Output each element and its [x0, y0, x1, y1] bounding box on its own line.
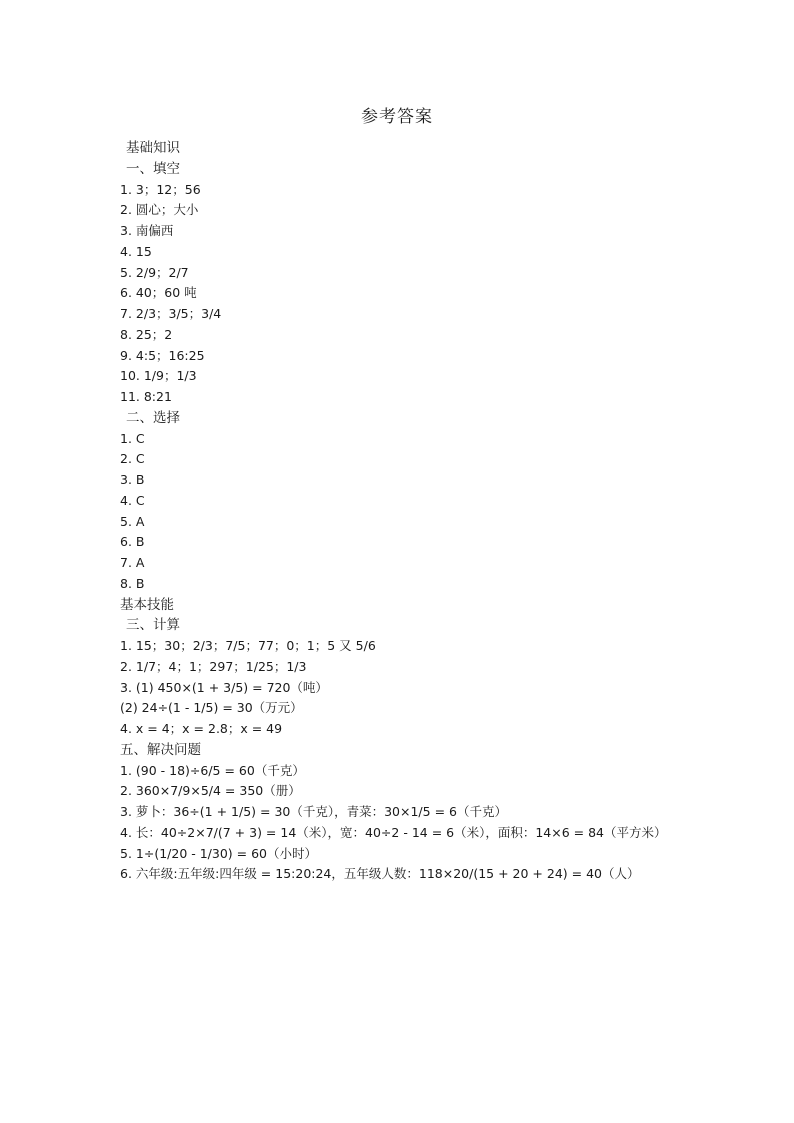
- answer-line: 10. 1/9；1/3: [120, 368, 197, 384]
- answer-line: 1. C: [120, 430, 145, 446]
- page-title: 参考答案: [361, 107, 433, 127]
- answer-line: 3. 南偏西: [120, 223, 174, 238]
- answer-line: 6. 六年级:五年级:四年级 = 15:20:24，五年级人数：118×20/(15 + 20 + 24) = 40（人）: [120, 866, 640, 882]
- answer-line: 1. (90 - 18)÷6/5 = 60（千克）: [120, 762, 305, 778]
- answer-line: 2. C: [120, 451, 145, 467]
- answer-line: 5. A: [120, 513, 145, 529]
- section-heading: 五、解决问题: [120, 741, 201, 758]
- answer-line: 7. 2/3；3/5；3/4: [120, 306, 222, 321]
- answer-line: 1. 3；12；56: [120, 181, 201, 197]
- answer-line: (2) 24÷(1 - 1/5) = 30（万元）: [120, 700, 303, 716]
- answer-line: 4. 长：40÷2×7/(7 + 3) = 14（米），宽：40÷2 - 14 = 6（米），面积：14×6 = 84（平方米）: [120, 824, 667, 840]
- section-heading: 基础知识: [126, 140, 180, 156]
- answer-line: 7. A: [120, 555, 145, 570]
- answer-line: 2. 360×7/9×5/4 = 350（册）: [120, 783, 301, 799]
- answer-line: 9. 4:5；16:25: [120, 347, 205, 363]
- section-heading: 一、填空: [126, 160, 180, 177]
- answer-line: 8. 25；2: [120, 326, 173, 342]
- answer-line: 4. 15: [120, 243, 152, 259]
- answer-line: 3. (1) 450×(1 + 3/5) = 720（吨）: [120, 679, 328, 695]
- answer-line: 5. 1÷(1/20 - 1/30) = 60（小时）: [120, 845, 318, 861]
- answer-line: 3. 萝卜：36÷(1 + 1/5) = 30（千克），青菜：30×1/5 = 6（千克）: [120, 804, 507, 819]
- answer-line: 3. B: [120, 472, 145, 487]
- answer-line: 2. 1/7；4；1；297；1/25；1/3: [120, 658, 307, 674]
- answer-line: 6. B: [120, 534, 145, 550]
- answer-line: 1. 15；30；2/3；7/5；77；0；1；5 又 5/6: [120, 638, 376, 653]
- section-heading: 基本技能: [120, 596, 174, 613]
- answer-line: 4. C: [120, 492, 145, 508]
- answer-line: 8. B: [120, 575, 145, 591]
- section-heading: 二、选择: [126, 409, 180, 426]
- answer-line: 6. 40；60 吨: [120, 285, 197, 301]
- section-heading: 三、计算: [126, 617, 180, 634]
- answer-line: 2. 圆心；大小: [120, 202, 199, 218]
- answer-list: [120, 138, 760, 885]
- answer-line: 4. x = 4；x = 2.8；x = 49: [120, 721, 283, 736]
- answer-line: 5. 2/9；2/7: [120, 264, 189, 280]
- answer-line: 11. 8:21: [120, 389, 172, 404]
